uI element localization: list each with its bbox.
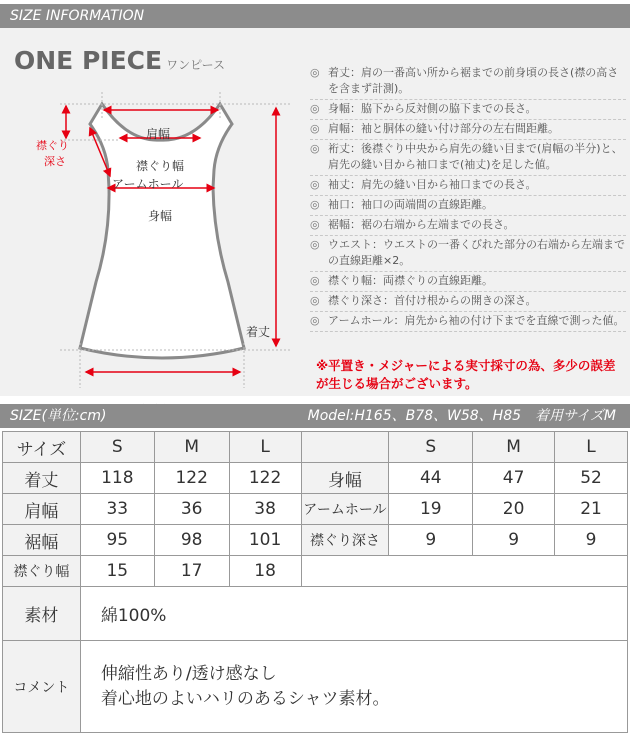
note-text: 襟ぐり深さ：首付け根からの開きの深さ。: [328, 294, 537, 307]
neck-width-label: 襟ぐり幅: [136, 159, 185, 173]
note-bullet-icon: ◎: [310, 198, 320, 211]
header-m-2: M: [473, 432, 555, 463]
cell: 118: [80, 463, 154, 494]
note-text: 裄丈：後襟ぐり中央から肩先の縫い目まで(肩幅の半分)と、肩先の縫い目から袖口まで(袖丈)を足した値。: [328, 142, 623, 171]
dress-silhouette: [80, 104, 244, 358]
header-l-2: L: [555, 432, 628, 463]
cell: 9: [473, 525, 555, 556]
size-information-panel: [0, 28, 630, 396]
header-blank: [301, 432, 389, 463]
note-text: 肩幅：袖と胴体の縫い付け部分の左右間距離。: [328, 122, 559, 135]
note-bullet-icon: ◎: [310, 218, 320, 231]
note-item: [310, 292, 626, 312]
comment-line-1: 伸縮性あり/透け感なし: [100, 663, 277, 684]
cell: 101: [229, 525, 301, 556]
cell: 9: [389, 525, 473, 556]
note-item: [310, 64, 626, 100]
size-unit-label: SIZE(単位:cm): [10, 408, 107, 424]
measurement-warning: ※平置き・メジャーによる実寸採寸の為、多少の誤差が生じる場合がございます。: [316, 358, 616, 391]
note-text: 袖口：袖口の両端間の直線距離。: [328, 198, 493, 211]
size-information-title: SIZE INFORMATION: [10, 8, 145, 24]
dress-measurement-diagram: [0, 88, 305, 393]
size-information-bar: [0, 4, 630, 28]
note-bullet-icon: ◎: [310, 66, 320, 79]
model-info: Model:H165、B78、W58、H85 着用サイズM: [307, 408, 616, 424]
cell: 21: [555, 494, 628, 525]
cell: 38: [229, 494, 301, 525]
note-item: [310, 216, 626, 236]
cell: 36: [154, 494, 229, 525]
measurement-notes: [310, 64, 626, 332]
row-label: 肩幅: [3, 494, 81, 525]
empty-cell: [301, 556, 627, 587]
comment-row: [3, 641, 628, 733]
note-item: [310, 120, 626, 140]
table-row: [3, 463, 628, 494]
header-s-2: S: [389, 432, 473, 463]
note-bullet-icon: ◎: [310, 274, 320, 287]
size-table: [2, 431, 628, 733]
product-title-jp: ワンピース: [166, 58, 226, 72]
comment-line-2: 着心地のよいハリのあるシャツ素材。: [100, 688, 390, 709]
note-text: 袖丈：肩先の縫い目から袖口までの長さ。: [328, 178, 537, 191]
cell: 98: [154, 525, 229, 556]
cell: 95: [80, 525, 154, 556]
header-l: L: [229, 432, 301, 463]
note-item: [310, 140, 626, 176]
cell: 9: [555, 525, 628, 556]
cell: 19: [389, 494, 473, 525]
row-label: 着丈: [3, 463, 81, 494]
row-label: アームホール: [301, 494, 389, 525]
header-size-label: サイズ: [3, 432, 81, 463]
cell: 47: [473, 463, 555, 494]
cell: 122: [154, 463, 229, 494]
row-label: 襟ぐり深さ: [301, 525, 389, 556]
bust-label: 身幅: [148, 209, 173, 223]
note-bullet-icon: ◎: [310, 102, 320, 115]
cell: 44: [389, 463, 473, 494]
note-item: [310, 100, 626, 120]
note-item: [310, 196, 626, 216]
note-bullet-icon: ◎: [310, 122, 320, 135]
table-row: [3, 556, 628, 587]
row-label: 襟ぐり幅: [3, 556, 81, 587]
cell: 52: [555, 463, 628, 494]
note-text: 裾幅：裾の右端から左端までの長さ。: [328, 218, 515, 231]
note-item: [310, 176, 626, 196]
note-text: アームホール：肩先から袖の付け下までを直線で測った値。: [328, 314, 625, 327]
size-unit-bar: [0, 404, 630, 428]
shoulder-label: 肩幅: [146, 127, 171, 141]
material-row: [3, 587, 628, 641]
product-title-en: ONE PIECE: [14, 46, 163, 75]
material-value: 綿100%: [80, 587, 627, 641]
note-text: 身幅：脇下から反対側の脇下までの長さ。: [328, 102, 537, 115]
cell: 18: [229, 556, 301, 587]
note-bullet-icon: ◎: [310, 238, 320, 251]
note-item: [310, 312, 626, 332]
product-title: [14, 46, 225, 75]
material-label: 素材: [3, 587, 81, 641]
cell: 17: [154, 556, 229, 587]
note-text: 襟ぐり幅：両襟ぐりの直線距離。: [328, 274, 493, 287]
neck-depth-label-2: 深さ: [44, 155, 66, 168]
neck-depth-label-1: 襟ぐり: [36, 139, 69, 152]
note-bullet-icon: ◎: [310, 178, 320, 191]
row-label: 身幅: [301, 463, 389, 494]
note-text: ウエスト：ウエストの一番くびれた部分の右端から左端までの直線距離×2。: [328, 238, 625, 267]
cell: 15: [80, 556, 154, 587]
note-bullet-icon: ◎: [310, 142, 320, 155]
cell: 33: [80, 494, 154, 525]
comment-value: [80, 641, 627, 733]
note-text: 着丈：肩の一番高い所から裾までの前身頃の長さ(襟の高さを含まず計測)。: [328, 66, 619, 95]
note-bullet-icon: ◎: [310, 294, 320, 307]
row-label: 裾幅: [3, 525, 81, 556]
table-header-row: [3, 432, 628, 463]
table-row: [3, 494, 628, 525]
note-item: [310, 272, 626, 292]
note-item: [310, 236, 626, 272]
cell: 20: [473, 494, 555, 525]
table-row: [3, 525, 628, 556]
header-s: S: [80, 432, 154, 463]
comment-label: コメント: [3, 641, 81, 733]
armhole-label: アームホール: [112, 177, 184, 191]
cell: 122: [229, 463, 301, 494]
note-bullet-icon: ◎: [310, 314, 320, 327]
length-label: 着丈: [246, 325, 271, 339]
header-m: M: [154, 432, 229, 463]
